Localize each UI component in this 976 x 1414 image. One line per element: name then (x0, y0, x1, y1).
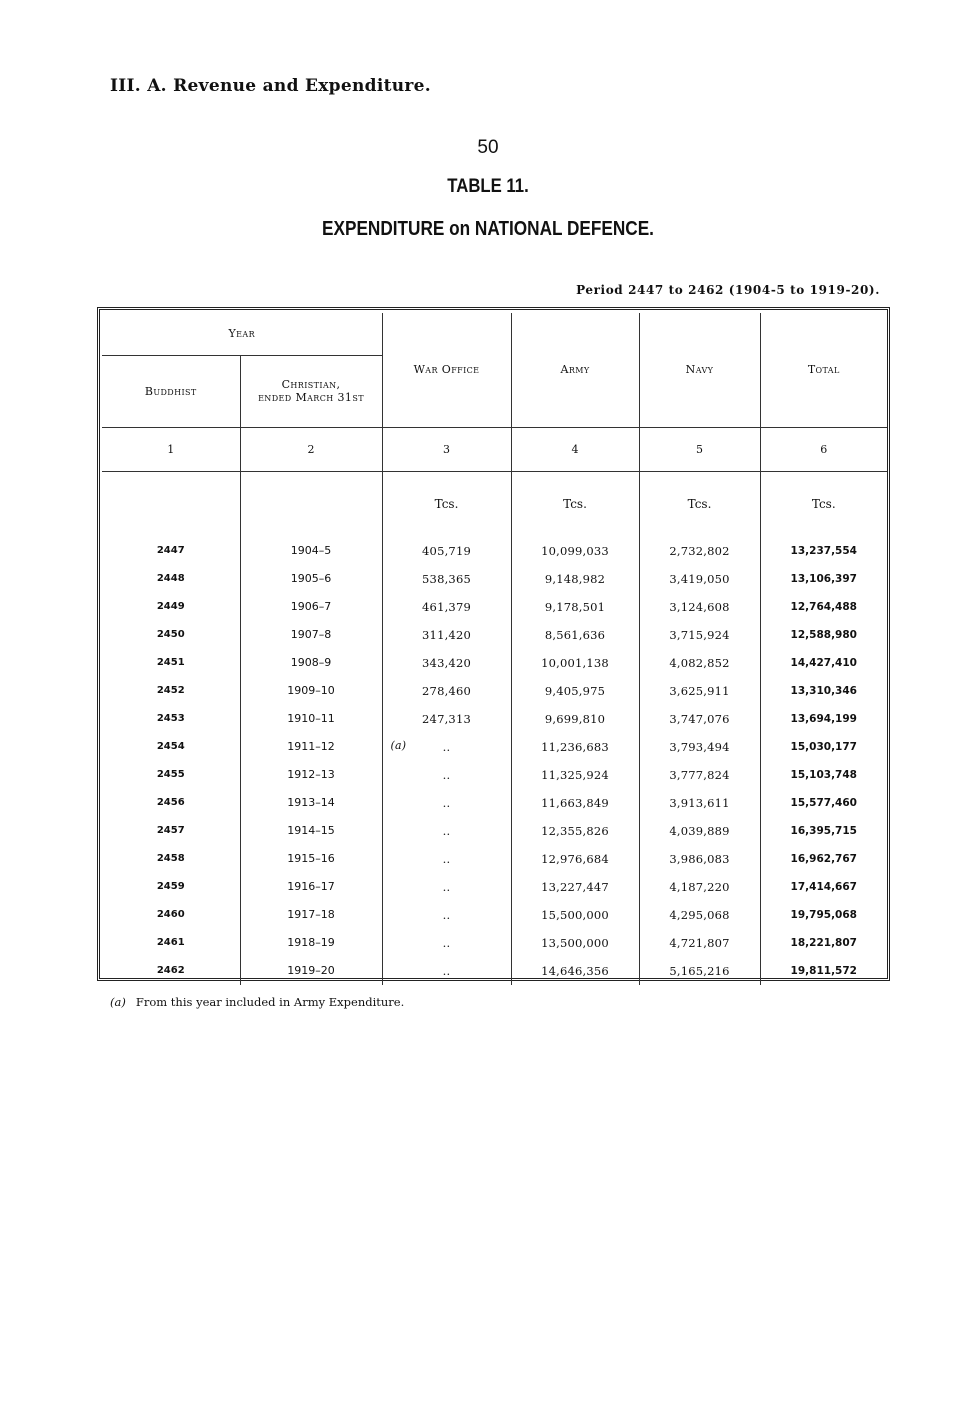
navy-cell: 4,082,852 (639, 649, 760, 677)
buddhist-year-cell: 2462 (156, 965, 185, 976)
total-cell: 15,103,748 (760, 761, 887, 789)
buddhist-year-cell: 2461 (156, 937, 185, 948)
buddhist-year-cell: 2452 (156, 685, 185, 696)
total-cell: 19,811,572 (760, 957, 887, 985)
buddhist-year-cell: 2460 (156, 909, 185, 920)
army-cell: 13,500,000 (511, 929, 639, 957)
christian-year-cell: 1911–12 (240, 733, 382, 761)
buddhist-header: Buddhist (144, 384, 197, 398)
army-cell: 9,148,982 (511, 565, 639, 593)
total-cell: 16,395,715 (760, 817, 887, 845)
army-header: Army (511, 313, 639, 427)
navy-cell: 3,986,083 (639, 845, 760, 873)
table-row (102, 565, 887, 593)
footnote-text: From this year included in Army Expenditure. (135, 995, 405, 1009)
army-cell: 12,976,684 (511, 845, 639, 873)
army-cell: 8,561,636 (511, 621, 639, 649)
christian-year-cell: 1908–9 (240, 649, 382, 677)
war-office-cell: .. (382, 789, 511, 817)
footnote-marker: (a) (110, 995, 126, 1009)
table-row (102, 537, 887, 565)
table-row (102, 901, 887, 929)
navy-cell: 3,777,824 (639, 761, 760, 789)
christian-year-cell: 1907–8 (240, 621, 382, 649)
buddhist-year-cell: 2455 (156, 769, 185, 780)
army-cell: 10,001,138 (511, 649, 639, 677)
war-office-cell: .. (382, 873, 511, 901)
table-row (102, 705, 887, 733)
buddhist-year-cell: 2449 (156, 601, 185, 612)
buddhist-year-cell: 2458 (156, 853, 185, 864)
column-number: 1 (102, 427, 240, 471)
unit-label: Tcs. (639, 471, 760, 537)
army-cell: 11,236,683 (511, 733, 639, 761)
christian-year-cell: 1913–14 (240, 789, 382, 817)
total-cell: 13,310,346 (760, 677, 887, 705)
christian-year-cell: 1910–11 (240, 705, 382, 733)
total-cell: 13,237,554 (760, 537, 887, 565)
war-office-cell: .. (382, 817, 511, 845)
army-cell: 9,178,501 (511, 593, 639, 621)
table-row (102, 677, 887, 705)
table-row (102, 789, 887, 817)
christian-year-cell: 1914–15 (240, 817, 382, 845)
christian-header-line1: Christian, (281, 378, 341, 391)
navy-cell: 3,715,924 (639, 621, 760, 649)
war-office-cell: .. (382, 929, 511, 957)
war-office-cell: .. (382, 845, 511, 873)
buddhist-year-cell: 2448 (156, 573, 185, 584)
table-row (102, 957, 887, 985)
column-number: 3 (382, 427, 511, 471)
navy-cell: 2,732,802 (639, 537, 760, 565)
total-cell: 12,764,488 (760, 593, 887, 621)
period-label: Period 2447 to 2462 (1904-5 to 1919-20). (576, 283, 880, 297)
war-office-cell: 247,313 (382, 705, 511, 733)
christian-year-cell: 1905–6 (240, 565, 382, 593)
war-office-cell: 311,420 (382, 621, 511, 649)
army-cell: 11,663,849 (511, 789, 639, 817)
christian-year-cell: 1919–20 (240, 957, 382, 985)
total-cell: 16,962,767 (760, 845, 887, 873)
buddhist-year-cell: 2453 (156, 713, 185, 724)
table-row (102, 761, 887, 789)
column-number: 2 (240, 427, 382, 471)
note-marker: (a) (390, 738, 407, 752)
christian-year-cell: 1909–10 (240, 677, 382, 705)
war-office-cell (382, 733, 511, 761)
christian-year-cell: 1918–19 (240, 929, 382, 957)
table-number: TABLE 11. (447, 176, 529, 197)
navy-cell: 4,295,068 (639, 901, 760, 929)
christian-header (240, 355, 382, 427)
war-office-cell: 405,719 (382, 537, 511, 565)
war-office-cell: 461,379 (382, 593, 511, 621)
christian-year-cell: 1904–5 (240, 537, 382, 565)
army-cell: 11,325,924 (511, 761, 639, 789)
column-number: 6 (760, 427, 887, 471)
total-cell: 13,106,397 (760, 565, 887, 593)
army-cell: 14,646,356 (511, 957, 639, 985)
army-cell: 10,099,033 (511, 537, 639, 565)
table-row (102, 929, 887, 957)
table-row (102, 873, 887, 901)
buddhist-year-cell: 2454 (156, 741, 185, 752)
war-office-cell: .. (382, 957, 511, 985)
navy-cell: 3,625,911 (639, 677, 760, 705)
total-cell: 15,030,177 (760, 733, 887, 761)
expenditure-table (102, 313, 887, 985)
unit-label: Tcs. (760, 471, 887, 537)
total-cell: 18,221,807 (760, 929, 887, 957)
navy-cell: 4,039,889 (639, 817, 760, 845)
buddhist-year-cell: 2459 (156, 881, 185, 892)
table-row (102, 621, 887, 649)
army-cell: 9,405,975 (511, 677, 639, 705)
buddhist-year-cell: 2450 (156, 629, 185, 640)
table-row (102, 649, 887, 677)
total-cell: 19,795,068 (760, 901, 887, 929)
page-number: 50 (477, 137, 499, 158)
column-number: 5 (639, 427, 760, 471)
navy-cell: 4,721,807 (639, 929, 760, 957)
war-office-cell: 538,365 (382, 565, 511, 593)
table-row (102, 817, 887, 845)
total-cell: 12,588,980 (760, 621, 887, 649)
navy-cell: 3,913,611 (639, 789, 760, 817)
war-office-header: War Office (382, 313, 511, 427)
army-cell: 15,500,000 (511, 901, 639, 929)
total-cell: 15,577,460 (760, 789, 887, 817)
war-office-cell: .. (382, 761, 511, 789)
buddhist-year-cell: 2456 (156, 797, 185, 808)
navy-header: Navy (639, 313, 760, 427)
army-cell: 12,355,826 (511, 817, 639, 845)
war-office-cell: 278,460 (382, 677, 511, 705)
unit-label: Tcs. (382, 471, 511, 537)
table-title: EXPENDITURE on NATIONAL DEFENCE. (322, 218, 654, 240)
table-row (102, 845, 887, 873)
navy-cell: 3,747,076 (639, 705, 760, 733)
buddhist-year-cell: 2457 (156, 825, 185, 836)
unit-label: Tcs. (511, 471, 639, 537)
christian-year-cell: 1917–18 (240, 901, 382, 929)
navy-cell: 3,124,608 (639, 593, 760, 621)
table-row (102, 733, 887, 761)
total-cell: 14,427,410 (760, 649, 887, 677)
buddhist-year-cell: 2447 (156, 545, 185, 556)
navy-cell: 3,419,050 (639, 565, 760, 593)
year-group-header: Year (102, 313, 382, 355)
christian-year-cell: 1915–16 (240, 845, 382, 873)
navy-cell: 5,165,216 (639, 957, 760, 985)
christian-year-cell: 1912–13 (240, 761, 382, 789)
war-office-cell: .. (382, 901, 511, 929)
army-cell: 9,699,810 (511, 705, 639, 733)
total-cell: 13,694,199 (760, 705, 887, 733)
footnote (110, 995, 404, 1009)
navy-cell: 4,187,220 (639, 873, 760, 901)
war-office-value: .. (442, 739, 451, 754)
christian-year-cell: 1916–17 (240, 873, 382, 901)
christian-header-line2: ended March 31st (258, 391, 364, 404)
table-row (102, 593, 887, 621)
column-number: 4 (511, 427, 639, 471)
army-cell: 13,227,447 (511, 873, 639, 901)
christian-year-cell: 1906–7 (240, 593, 382, 621)
war-office-cell: 343,420 (382, 649, 511, 677)
buddhist-year-cell: 2451 (156, 657, 185, 668)
total-cell: 17,414,667 (760, 873, 887, 901)
section-heading: III. A. Revenue and Expenditure. (110, 76, 431, 96)
total-header: Total (760, 313, 887, 427)
navy-cell: 3,793,494 (639, 733, 760, 761)
